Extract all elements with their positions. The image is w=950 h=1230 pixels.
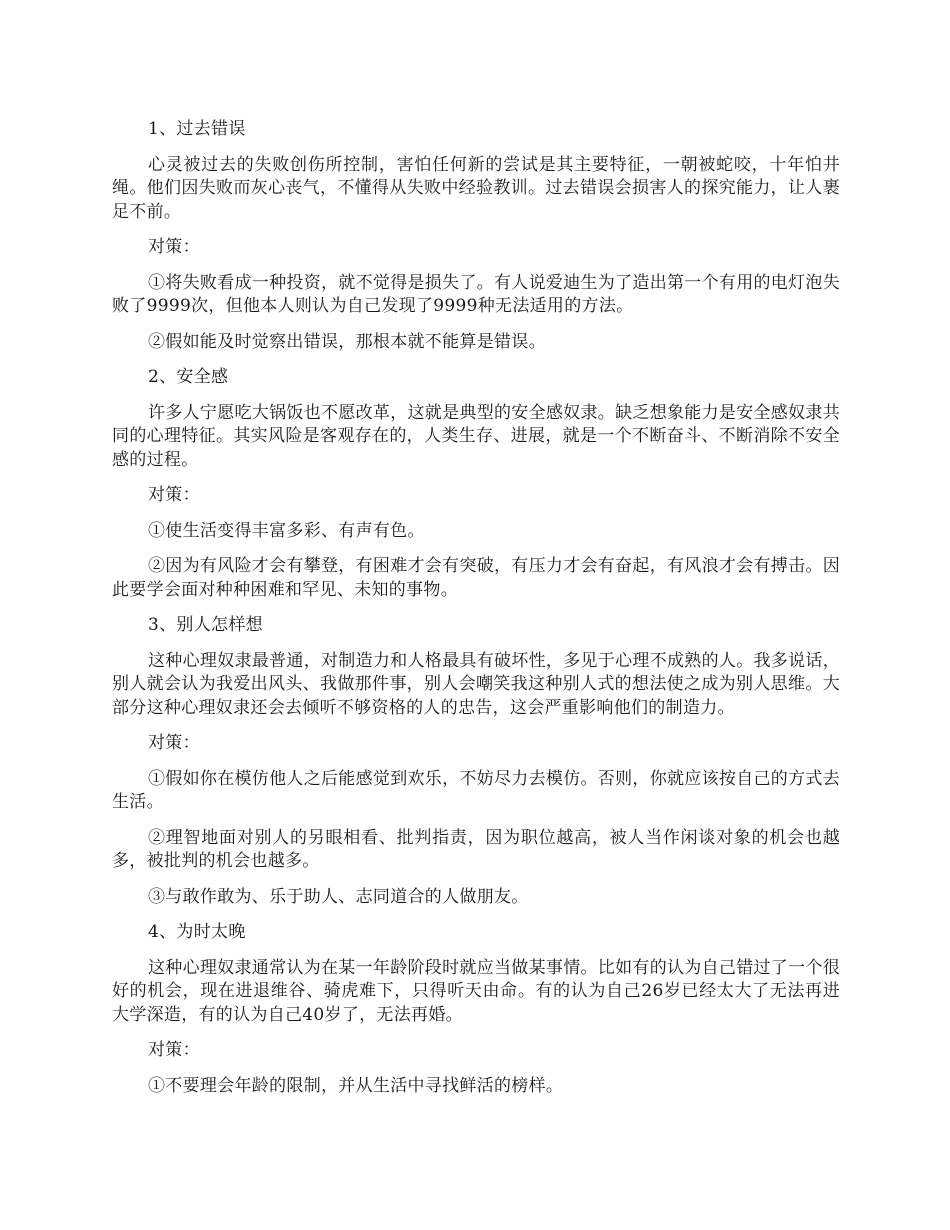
document-page <box>112 118 840 1110</box>
strategy-label: 对策： <box>148 237 200 257</box>
section-body: 这种心理奴隶最普通，对制造力和人格最具有破坏性，多见于心理不成熟的人。我多说话，别人就会认为我爱出风头、我做那件事，别人会嘲笑我这种别人式的想法使之成为别人思维。大部分这种心理奴隶还会去倾听不够资格的人的忠告，这会严重影响他们的制造力。 <box>112 650 840 718</box>
section-heading: 1、过去错误 <box>148 119 246 139</box>
strategy-label: 对策： <box>148 733 200 753</box>
section-body: 许多人宁愿吃大锅饭也不愿改革，这就是典型的安全感奴隶。缺乏想象能力是安全感奴隶共同的心理特征。其实风险是客观存在的，人类生存、进展，就是一个不断奋斗、不断消除不安全感的过程。 <box>112 402 840 470</box>
strategy-item: ②因为有风险才会有攀登，有困难才会有突破，有压力才会有奋起，有风浪才会有搏击。因此要学会面对种种困难和罕见、未知的事物。 <box>112 556 840 600</box>
strategy-item: ②假如能及时觉察出错误，那根本就不能算是错误。 <box>148 331 546 352</box>
strategy-item: ③与敢作敢为、乐于助人、志同道合的人做朋友。 <box>148 886 529 907</box>
strategy-label: 对策： <box>148 485 200 505</box>
strategy-item: ②理智地面对别人的另眼相看、批判指责，因为职位越高，被人当作闲谈对象的机会也越多，被批判的机会也越多。 <box>112 827 840 871</box>
section-heading: 3、别人怎样想 <box>148 615 263 635</box>
section-body: 这种心理奴隶通常认为在某一年龄阶段时就应当做某事情。比如有的认为自己错过了一个很好的机会，现在进退维谷、骑虎难下，只得听天由命。有的认为自己26岁已经太大了无法再进大学深造，有的认为自己40岁了，无法再婚。 <box>112 957 840 1025</box>
strategy-label: 对策： <box>148 1040 200 1060</box>
strategy-item: ①使生活变得丰富多彩、有声有色。 <box>148 520 425 541</box>
section-heading: 4、为时太晚 <box>148 922 246 942</box>
section-heading: 2、安全感 <box>148 367 229 387</box>
strategy-item: ①不要理会年龄的限制，并从生活中寻找鲜活的榜样。 <box>148 1075 564 1096</box>
strategy-item: ①将失败看成一种投资，就不觉得是损失了。有人说爱迪生为了造出第一个有用的电灯泡失败了9999次，但他本人则认为自己发现了9999种无法适用的方法。 <box>112 272 840 316</box>
section-body: 心灵被过去的失败创伤所控制，害怕任何新的尝试是其主要特征，一朝被蛇咬，十年怕井绳。他们因失败而灰心丧气，不懂得从失败中经验教训。过去错误会损害人的探究能力，让人裹足不前。 <box>112 154 840 222</box>
strategy-item: ①假如你在模仿他人之后能感觉到欢乐，不妨尽力去模仿。否则，你就应该按自己的方式去生活。 <box>112 768 840 812</box>
